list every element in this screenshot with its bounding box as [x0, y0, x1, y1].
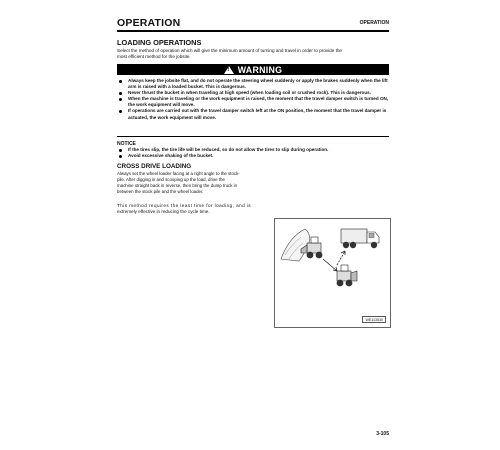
page-header-title: OPERATION [117, 17, 181, 29]
page-number: 3-105 [376, 431, 389, 437]
wheel-loader-reversed [337, 265, 357, 286]
cross-drive-benefit [117, 203, 280, 215]
page-header-section: OPERATION [359, 20, 389, 26]
cross-drive-heading: CROSS DRIVE LOADING [117, 163, 192, 170]
warning-list [117, 78, 389, 121]
warning-item: If operations are carried out with the travel damper switch left at the ON position, the moment that the travel damper is actuated, the work equipment will move. [117, 108, 389, 120]
warning-label: WARNING [237, 64, 283, 75]
warning-item: When the machine is traveling or the work equipment is raised, the moment that the travel damper switch is turned ON, the work equipment will move. [117, 96, 389, 108]
notice-rule [117, 136, 389, 137]
loading-diagram-illustration [275, 219, 390, 327]
reverse-path-arrow [323, 259, 337, 271]
dump-truck [341, 229, 379, 248]
warning-triangle-icon [224, 66, 234, 74]
header-rule [117, 30, 389, 32]
notice-heading: NOTICE [117, 141, 136, 147]
intro-line-2: most efficient method for the jobsite. [117, 54, 191, 60]
cross-drive-line: pile. After digging in and scooping up the load, drive the [117, 177, 225, 183]
cross-drive-line: Always set the wheel loader facing at a right angle to the stock- [117, 171, 240, 176]
cross-drive-description [117, 171, 280, 195]
cross-drive-loading-figure [274, 218, 391, 328]
loading-operations-intro [117, 48, 389, 61]
loading-operations-heading: LOADING OPERATIONS [117, 38, 202, 47]
dump-path-arrow [337, 251, 345, 265]
notice-list [117, 147, 389, 159]
notice-item: Avoid excessive shaking of the bucket. [117, 153, 389, 159]
cross-drive-benefit-line-2: extremely effective in reducing the cycle time. [117, 209, 210, 215]
warning-banner [117, 64, 389, 75]
notice-item: If the tires slip, the tire life will be reduced, so do not allow the tires to slip during operation. [117, 147, 389, 153]
warning-item: Never thrust the bucket in when traveling at high speed (when loading soil or crushed rock). This is dangerous. [117, 90, 389, 96]
intro-line-1: Select the method of operation which will give the minimum amount of turning and travel in order to provide the [117, 48, 342, 53]
cross-drive-line: machine straight back in reverse, then bring the dump truck in [117, 183, 238, 189]
warning-item: Always keep the jobsite flat, and do not operate the steering wheel suddenly or apply the brakes suddenly when the lift arm is raised with a loaded bucket. This is dangerous. [117, 78, 389, 90]
cross-drive-benefit-line-1: This method requires the least time for loading, and is [117, 203, 252, 208]
cross-drive-line: between the stock pile and the wheel loader. [117, 189, 204, 195]
stockpile-shape [281, 229, 310, 261]
figure-code: WE113530 [362, 316, 386, 323]
